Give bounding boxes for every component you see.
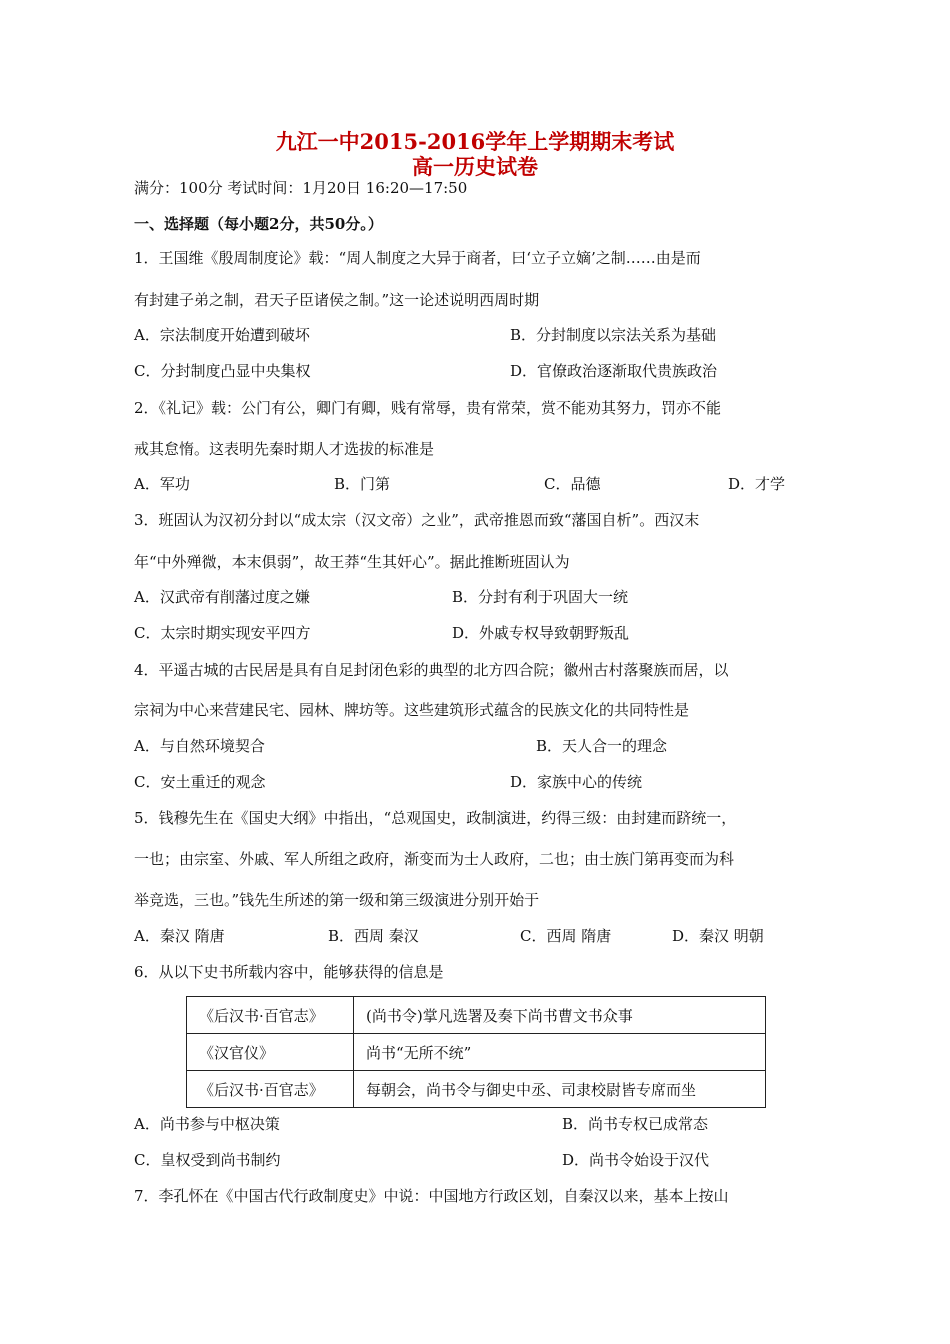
q4-option-b: B．天人合一的理念: [536, 737, 668, 755]
q5-line-2: 一也；由宗室、外戚、军人所组之政府，渐变而为士人政府，二也；由士族门第再变而为科: [134, 850, 735, 868]
q3-line-2: 年“中外殚微，本末俱弱”，故王莽“生其奸心”。据此推断班固认为: [134, 553, 570, 571]
table-cell-source: 《后汉书·百官志》: [187, 1071, 354, 1108]
table-cell-content: (尚书令)掌凡选署及奏下尚书曹文书众事: [354, 997, 766, 1034]
q1-option-b: B．分封制度以宗法关系为基础: [510, 326, 717, 344]
table-row: [187, 1034, 766, 1071]
q6-option-b: B．尚书专权已成常态: [562, 1115, 709, 1133]
q2-option-a: A．军功: [134, 475, 190, 493]
q6-line-1: 6．从以下史书所载内容中，能够获得的信息是: [134, 963, 444, 981]
q3-option-d: D．外戚专权导致朝野叛乱: [452, 624, 630, 642]
q2-option-c: C．品德: [544, 475, 601, 493]
q1-option-c: C．分封制度凸显中央集权: [134, 362, 311, 380]
table-cell-source: 《汉官仪》: [187, 1034, 354, 1071]
q4-option-c: C．安土重迁的观念: [134, 773, 266, 791]
q3-option-c: C．太宗时期实现安平四方: [134, 624, 311, 642]
table-row: [187, 1071, 766, 1108]
q2-option-b: B．门第: [334, 475, 391, 493]
q5-option-a: A．秦汉 隋唐: [134, 927, 225, 945]
q4-option-a: A．与自然环境契合: [134, 737, 265, 755]
table-cell-content: 尚书“无所不统”: [354, 1034, 766, 1071]
section-heading: 一、选择题（每小题2分，共50分。）: [134, 215, 383, 233]
q5-option-b: B．西周 秦汉: [328, 927, 419, 945]
q4-option-d: D．家族中心的传统: [510, 773, 643, 791]
q5-line-1: 5．钱穆先生在《国史大纲》中指出，“总观国史，政制演进，约得三级：由封建而跻统一，: [134, 809, 737, 827]
history-sources-table: [186, 996, 766, 1108]
table-cell-content: 每朝会，尚书令与御史中丞、司隶校尉皆专席而坐: [354, 1071, 766, 1108]
q1-option-d: D．官僚政治逐渐取代贵族政治: [510, 362, 718, 380]
q1-line-2: 有封建子弟之制，君天子臣诸侯之制。”这一论述说明西周时期: [134, 291, 540, 309]
q6-option-a: A．尚书参与中枢决策: [134, 1115, 280, 1133]
q2-option-d: D．才学: [728, 475, 786, 493]
q7-line-1: 7．李孔怀在《中国古代行政制度史》中说：中国地方行政区划，自秦汉以来，基本上按山: [134, 1187, 729, 1205]
q3-option-b: B．分封有利于巩固大一统: [452, 588, 629, 606]
q3-option-a: A．汉武帝有削藩过度之嫌: [134, 588, 310, 606]
q1-line-1: 1．王国维《殷周制度论》载：“周人制度之大异于商者，曰‘立子立嫡’之制……由是而: [134, 249, 701, 267]
q5-line-3: 举竞选，三也。”钱先生所述的第一级和第三级演进分别开始于: [134, 891, 540, 909]
q5-option-c: C．西周 隋唐: [520, 927, 612, 945]
q5-option-d: D．秦汉 明朝: [672, 927, 764, 945]
q2-line-2: 戒其怠惰。这表明先秦时期人才选拔的标准是: [134, 440, 435, 458]
q6-option-c: C．皇权受到尚书制约: [134, 1151, 281, 1169]
q2-line-1: 2．《礼记》载：公门有公，卿门有卿，贱有常辱，贵有常荣，赏不能劝其努力，罚亦不能: [134, 399, 722, 417]
q1-option-a: A．宗法制度开始遭到破坏: [134, 326, 310, 344]
q3-line-1: 3．班固认为汉初分封以“成太宗（汉文帝）之业”，武帝推恩而致“藩国自析”。西汉末: [134, 511, 700, 529]
q4-line-2: 宗祠为中心来营建民宅、园林、牌坊等。这些建筑形式蕴含的民族文化的共同特性是: [134, 701, 690, 719]
table-row: [187, 997, 766, 1034]
exam-info: 满分：100分 考试时间：1月20日 16:20—17:50: [134, 179, 468, 197]
exam-subtitle: 高一历史试卷: [412, 154, 538, 179]
table-cell-source: 《后汉书·百官志》: [187, 997, 354, 1034]
exam-title: 九江一中2015-2016学年上学期期末考试: [275, 129, 675, 154]
q6-option-d: D．尚书令始设于汉代: [562, 1151, 710, 1169]
q4-line-1: 4．平遥古城的古民居是具有自足封闭色彩的典型的北方四合院；徽州古村落聚族而居，以: [134, 661, 729, 679]
